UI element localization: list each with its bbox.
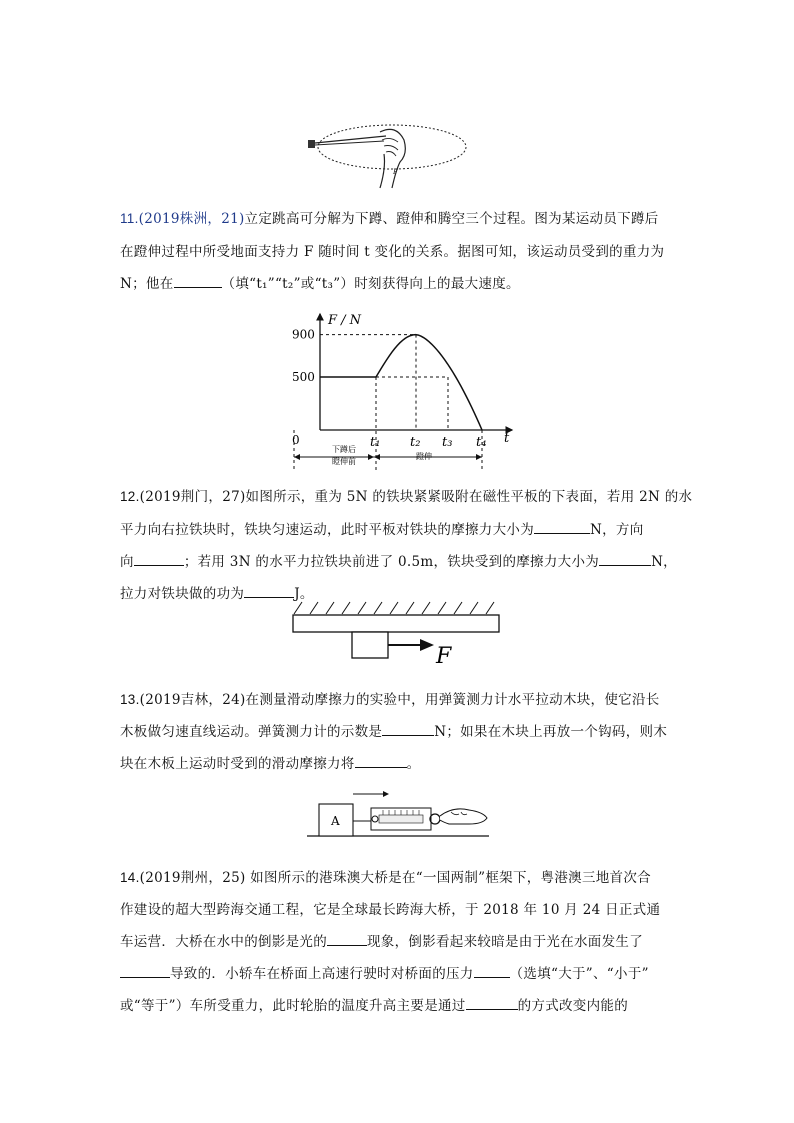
- q11-text-1: 立定跳高可分解为下蹲、蹬伸和腾空三个过程。图为某运动员下蹲后: [244, 211, 659, 227]
- q12-line-3: [120, 550, 677, 570]
- q13-line-1: [120, 688, 660, 708]
- hammer-throw-figure: [300, 110, 470, 190]
- q13-spring-scale-figure: [305, 788, 495, 840]
- q11-guides-group: [294, 335, 482, 470]
- q14-blank-2[interactable]: [120, 965, 170, 978]
- q13-blank-2[interactable]: [355, 755, 407, 768]
- q12-text-3a: 向: [120, 554, 134, 570]
- q11-y-axis-label: F / N: [328, 313, 362, 328]
- q13-block-label: A: [331, 814, 340, 828]
- q12-blank-3[interactable]: [599, 553, 651, 566]
- q13-number: 13.: [120, 692, 140, 707]
- q14-text-3a: 车运营．大桥在水中的倒影是光的: [120, 934, 327, 950]
- q12-text-3b: ；若用 3N 的水平力拉铁块前进了 0.5m，铁块受到的摩擦力大小为: [183, 554, 600, 570]
- q11-x-tick-2: t₂: [410, 435, 421, 450]
- q12-line-2: [120, 518, 644, 538]
- q11-phase-label-1: 下蹲后: [332, 445, 356, 454]
- q11-y-tick-900: 900: [292, 327, 315, 342]
- q11-x-tick-1: t₁: [370, 435, 381, 450]
- q14-line-4: [120, 962, 649, 982]
- q14-text-4a: 导致的．小轿车在桥面上高速行驶时对桥面的压力: [170, 966, 474, 982]
- q14-text-1: 如图所示的港珠澳大桥是在“一国两制”框架下，粤港澳三地首次合: [250, 870, 651, 886]
- q11-source: (2019株洲，21): [138, 211, 245, 227]
- q13-text-2a: 木板做匀速直线运动。弹簧测力计的示数是: [120, 724, 383, 740]
- q14-source: (2019荆州，25): [139, 870, 246, 886]
- q11-number: 11.: [120, 211, 139, 226]
- q12-blank-2[interactable]: [134, 553, 184, 566]
- q12-force-arrowhead: [420, 639, 434, 651]
- q14-text-3b: 现象，倒影看起来较暗是由于光在水面发生了: [367, 934, 643, 950]
- q12-magnetic-plate-figure: [288, 600, 508, 670]
- q12-iron-block: [352, 632, 388, 658]
- q14-text-4b: （选填“大于”、“小于”: [509, 966, 649, 982]
- q11-line-1: [120, 207, 659, 227]
- q11-force-time-chart: [280, 308, 520, 473]
- q11-y-tick-500: 500: [292, 370, 315, 384]
- q11-line-2: 在蹬伸过程中所受地面支持力 F 随时间 t 变化的关系。据图可知，该运动员受到的重力为: [120, 244, 665, 260]
- q11-blank-2[interactable]: [174, 275, 222, 288]
- q14-blank-4[interactable]: [466, 997, 518, 1010]
- q12-text-2a: 平力向右拉铁块时，铁块匀速运动，此时平板对铁块的摩擦力大小为: [120, 522, 534, 538]
- q11-x-tick-3: t₃: [442, 435, 453, 450]
- q12-text-4b: J。: [294, 586, 314, 602]
- q14-blank-1[interactable]: [327, 933, 367, 946]
- q11-x-axis-label: t: [504, 431, 510, 446]
- q11-phase-label-2: 瞪伸前: [332, 457, 356, 466]
- q11-phase-label-3: 蹬伸: [416, 452, 432, 461]
- q14-text-5a: 或“等于”）车所受重力，此时轮胎的温度升高主要是通过: [120, 998, 466, 1014]
- q14-number: 14.: [120, 870, 140, 885]
- q12-number: 12.: [120, 489, 140, 504]
- q12-line-1: [120, 485, 692, 505]
- q14-text-5b: 的方式改变内能的: [517, 998, 629, 1014]
- q13-text-1: 在测量滑动摩擦力的实验中，用弹簧测力计水平拉动木块，使它沿长: [245, 692, 660, 708]
- q13-line-3: [120, 752, 420, 772]
- q12-text-2b: N，方向: [590, 522, 644, 538]
- q14-blank-3[interactable]: [474, 965, 510, 978]
- q13-text-3b: 。: [406, 756, 421, 772]
- q12-ceiling-hatch: [294, 602, 494, 614]
- q12-line-4: [120, 582, 314, 602]
- q13-hand: [440, 809, 487, 824]
- q11-ticks-group: [292, 328, 486, 450]
- q14-line-1: [120, 866, 651, 886]
- q12-blank-4[interactable]: [244, 585, 294, 598]
- q14-line-5: [120, 994, 628, 1014]
- q12-force-label: F: [436, 644, 452, 669]
- q11-x-tick-4: t₄: [476, 435, 487, 450]
- q14-line-3: [120, 930, 643, 950]
- q12-magnetic-plate: [293, 615, 499, 632]
- q12-text-3c: N，: [651, 554, 677, 570]
- q12-source: (2019荆门，27): [139, 489, 246, 505]
- q11-y-tick-0: 0: [292, 433, 300, 447]
- q11-line-3: [120, 272, 520, 292]
- q11-text-3a: N；他在: [120, 276, 174, 292]
- q13-text-3a: 块在木板上运动时受到的滑动摩擦力将: [120, 756, 355, 772]
- svg-text:F: F: [393, 168, 398, 176]
- q13-text-2b: N；如果在木块上再放一个钩码，则木: [434, 724, 668, 740]
- q13-blank-1[interactable]: [382, 723, 434, 736]
- q12-blank-1[interactable]: [534, 521, 590, 534]
- q12-text-4a: 拉力对铁块做的功为: [120, 586, 245, 602]
- q14-line-2: 作建设的超大型跨海交通工程，它是全球最长跨海大桥，于 2018 年 10 月 24 日正式通: [120, 902, 661, 918]
- q13-line-2: [120, 720, 667, 740]
- q13-source: (2019吉林，24): [139, 692, 246, 708]
- q12-text-1: 如图所示，重为 5N 的铁块紧紧吸附在磁性平板的下表面，若用 2N 的水: [245, 489, 693, 505]
- q11-text-3b: （填“t₁”“t₂”或“t₃”）时刻获得向上的最大速度。: [221, 276, 520, 292]
- q11-series-line: [320, 335, 482, 430]
